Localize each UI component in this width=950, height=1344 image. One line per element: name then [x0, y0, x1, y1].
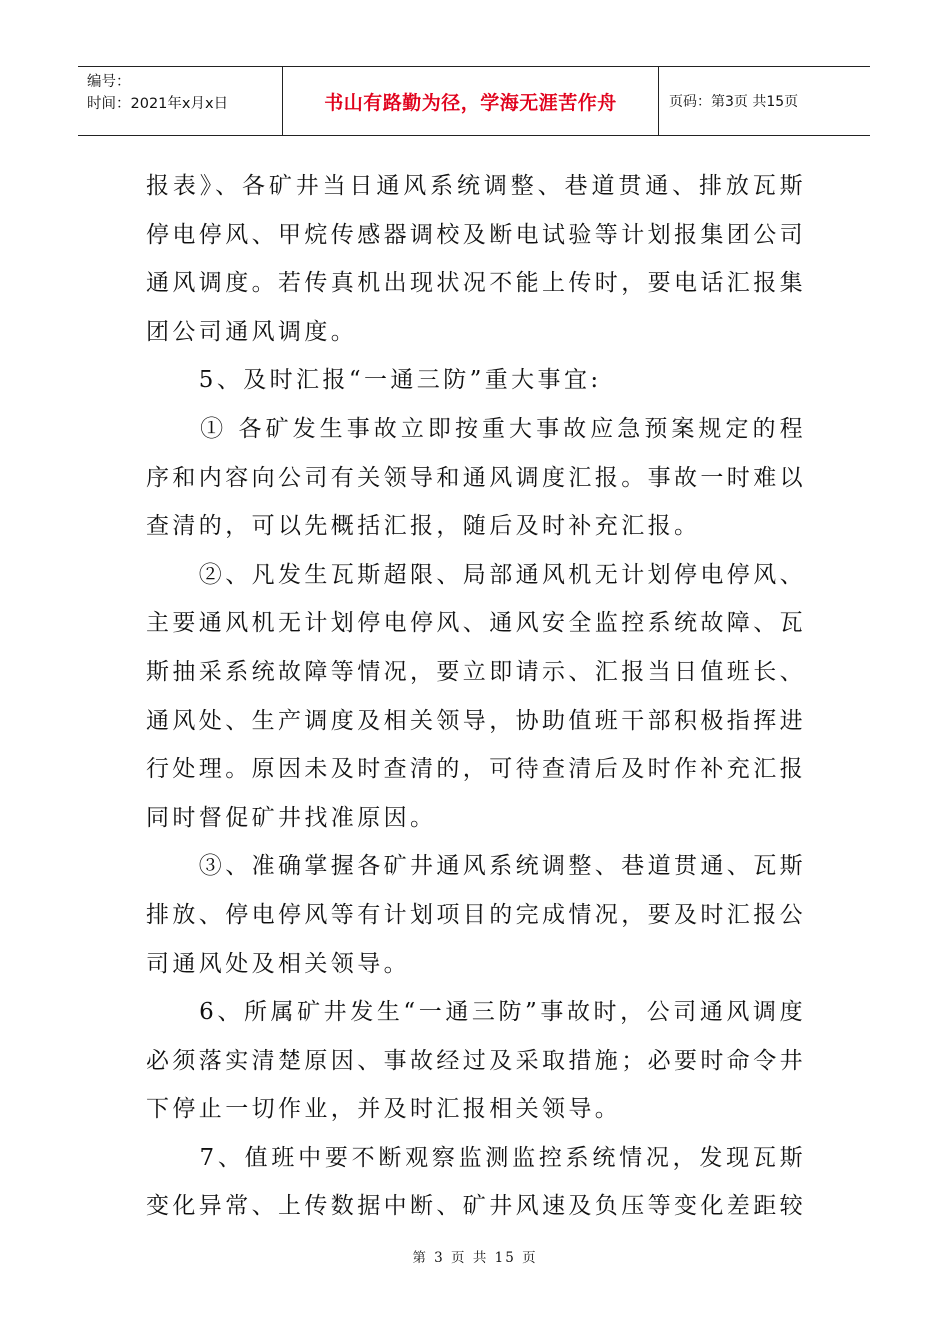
- paragraph: ① 各矿发生事故立即按重大事故应急预案规定的程序和内容向公司有关领导和通风调度汇报。事故一时难以查清的，可以先概括汇报，随后及时补充汇报。: [146, 415, 806, 540]
- paragraph: ②、凡发生瓦斯超限、局部通风机无计划停电停风、主要通风机无计划停电停风、通风安全监控系统故障、瓦斯抽采系统故障等情况，要立即请示、汇报当日值班长、通风处、生产调度及相关领导，协助值班干部积极指挥进行处理。原因未及时查清的，可待查清后及时作补充汇报同时督促矿井找准原因。: [146, 561, 806, 831]
- page-header: [78, 66, 870, 136]
- header-motto: 书山有路勤为径，学海无涯苦作舟: [283, 67, 659, 135]
- header-meta: [78, 67, 283, 135]
- paragraph: ③、准确掌握各矿井通风系统调整、巷道贯通、瓦斯排放、停电停风等有计划项目的完成情况，要及时汇报公司通风处及相关领导。: [146, 853, 806, 977]
- page-footer: 第 3 页 共 15 页: [412, 1250, 538, 1266]
- paragraph: 7、值班中要不断观察监测监控系统情况，发现瓦斯变化异常、上传数据中断、矿井风速及负压等变化差距较: [146, 1144, 806, 1220]
- paragraph: 6、所属矿井发生“一通三防”事故时，公司通风调度必须落实清楚原因、事故经过及采取措施；必要时命令井下停止一切作业，并及时汇报相关领导。: [146, 999, 806, 1123]
- document-date: 时间：2021年x月x日: [87, 96, 229, 112]
- paragraph: 报表》、各矿井当日通风系统调整、巷道贯通、排放瓦斯停电停风、甲烷传感器调校及断电试验等计划报集团公司通风调度。若传真机出现状况不能上传时，要电话汇报集团公司通风调度。: [146, 173, 806, 345]
- document-number-label: 编号：: [87, 74, 131, 90]
- paragraph: 5、及时汇报“一通三防”重大事宜:: [146, 367, 602, 394]
- header-page-info: 页码：第3页 共15页: [669, 94, 799, 110]
- document-body: [146, 162, 806, 1231]
